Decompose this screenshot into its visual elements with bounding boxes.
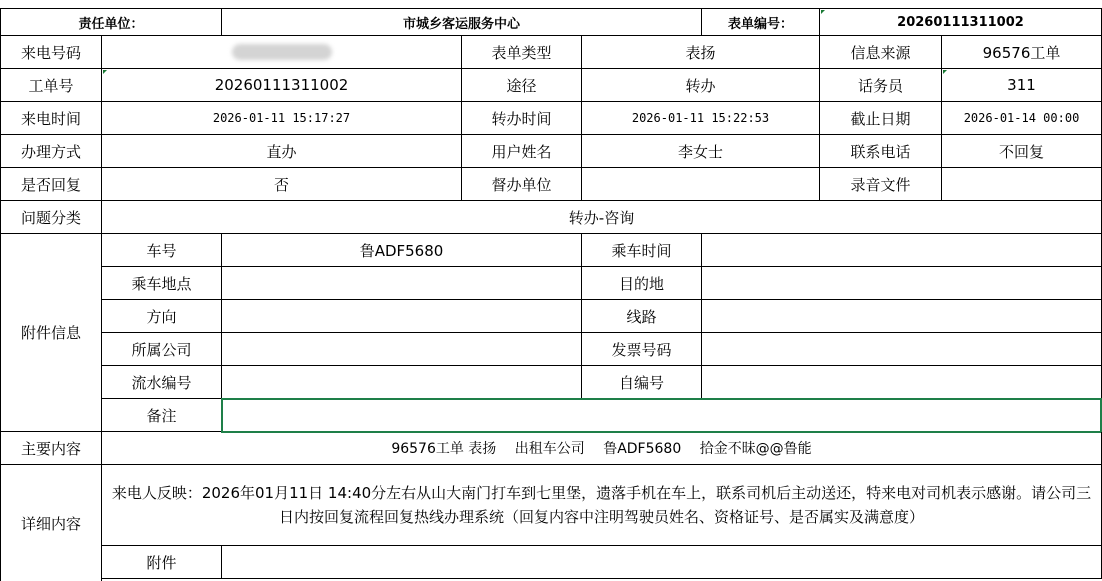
route-label: 线路 [582,300,702,333]
car-no-label: 车号 [102,234,222,267]
self-no-label: 自编号 [582,366,702,399]
attachment-value[interactable] [222,546,1102,579]
form-type-value[interactable]: 表扬 [582,36,820,69]
category-value[interactable]: 转办-咨询 [102,201,1102,234]
deadline-label: 截止日期 [820,102,942,135]
company-value[interactable] [222,333,582,366]
serial-value[interactable] [222,366,582,399]
main-content-value[interactable]: 96576工单 表扬 出租车公司 鲁ADF5680 拾金不昧@@鲁能 [102,432,1102,465]
user-name-value[interactable]: 李女士 [582,135,820,168]
handle-mode-label: 办理方式 [0,135,102,168]
caller-number-value[interactable] [102,36,462,69]
ride-place-label: 乘车地点 [102,267,222,300]
contact-phone-label: 联系电话 [820,135,942,168]
user-name-label: 用户姓名 [462,135,582,168]
self-no-value[interactable] [702,366,1102,399]
supervise-value[interactable] [582,168,820,201]
recording-label: 录音文件 [820,168,942,201]
supervise-label: 督办单位 [462,168,582,201]
transfer-time-value[interactable]: 2026-01-11 15:22:53 [582,102,820,135]
ticket-no-value[interactable]: 20260111311002 [102,69,462,102]
category-label: 问题分类 [0,201,102,234]
call-time-value[interactable]: 2026-01-11 15:17:27 [102,102,462,135]
ticket-no-label: 工单号 [0,69,102,102]
invoice-label: 发票号码 [582,333,702,366]
ride-time-label: 乘车时间 [582,234,702,267]
car-no-value[interactable]: 鲁ADF5680 [222,234,582,267]
operator-value[interactable]: 311 [942,69,1102,102]
remark-label: 备注 [102,399,222,432]
channel-value[interactable]: 转办 [582,69,820,102]
deadline-value[interactable]: 2026-01-14 00:00 [942,102,1102,135]
contact-phone-value[interactable]: 不回复 [942,135,1102,168]
direction-label: 方向 [102,300,222,333]
call-time-label: 来电时间 [0,102,102,135]
reply-label: 是否回复 [0,168,102,201]
responsible-unit-label: 责任单位： [0,8,222,36]
channel-label: 途径 [462,69,582,102]
detail-content-value[interactable]: 来电人反映：2026年01月11日 14:40分左右从山大南门打车到七里堡，遗落手机在车上，联系司机后主动送还，特来电对司机表示感谢。请公司三日内按回复流程回复热线办理系统（回复内容中注明驾驶员姓名、资格证号、是否属实及满意度） [102,465,1102,546]
detail-content-label: 详细内容 [0,465,102,581]
remark-value-selected-cell[interactable] [221,398,1102,433]
operator-label: 话务员 [820,69,942,102]
recording-value[interactable] [942,168,1102,201]
route-value[interactable] [702,300,1102,333]
form-no-value[interactable]: 20260111311002 [820,8,1102,36]
destination-label: 目的地 [582,267,702,300]
responsible-unit-value[interactable]: 市城乡客运服务中心 [222,8,702,36]
direction-value[interactable] [222,300,582,333]
transfer-time-label: 转办时间 [462,102,582,135]
form-type-label: 表单类型 [462,36,582,69]
info-source-label: 信息来源 [820,36,942,69]
destination-value[interactable] [702,267,1102,300]
attachment-label: 附件 [102,546,222,579]
reply-value[interactable]: 否 [102,168,462,201]
handle-mode-value[interactable]: 直办 [102,135,462,168]
form-no-label: 表单编号： [702,8,820,36]
ride-place-value[interactable] [222,267,582,300]
redacted-phone [232,44,332,60]
company-label: 所属公司 [102,333,222,366]
info-source-value[interactable]: 96576工单 [942,36,1102,69]
serial-label: 流水编号 [102,366,222,399]
caller-number-label: 来电号码 [0,36,102,69]
attachment-info-label: 附件信息 [0,234,102,432]
main-content-label: 主要内容 [0,432,102,465]
invoice-value[interactable] [702,333,1102,366]
ride-time-value[interactable] [702,234,1102,267]
